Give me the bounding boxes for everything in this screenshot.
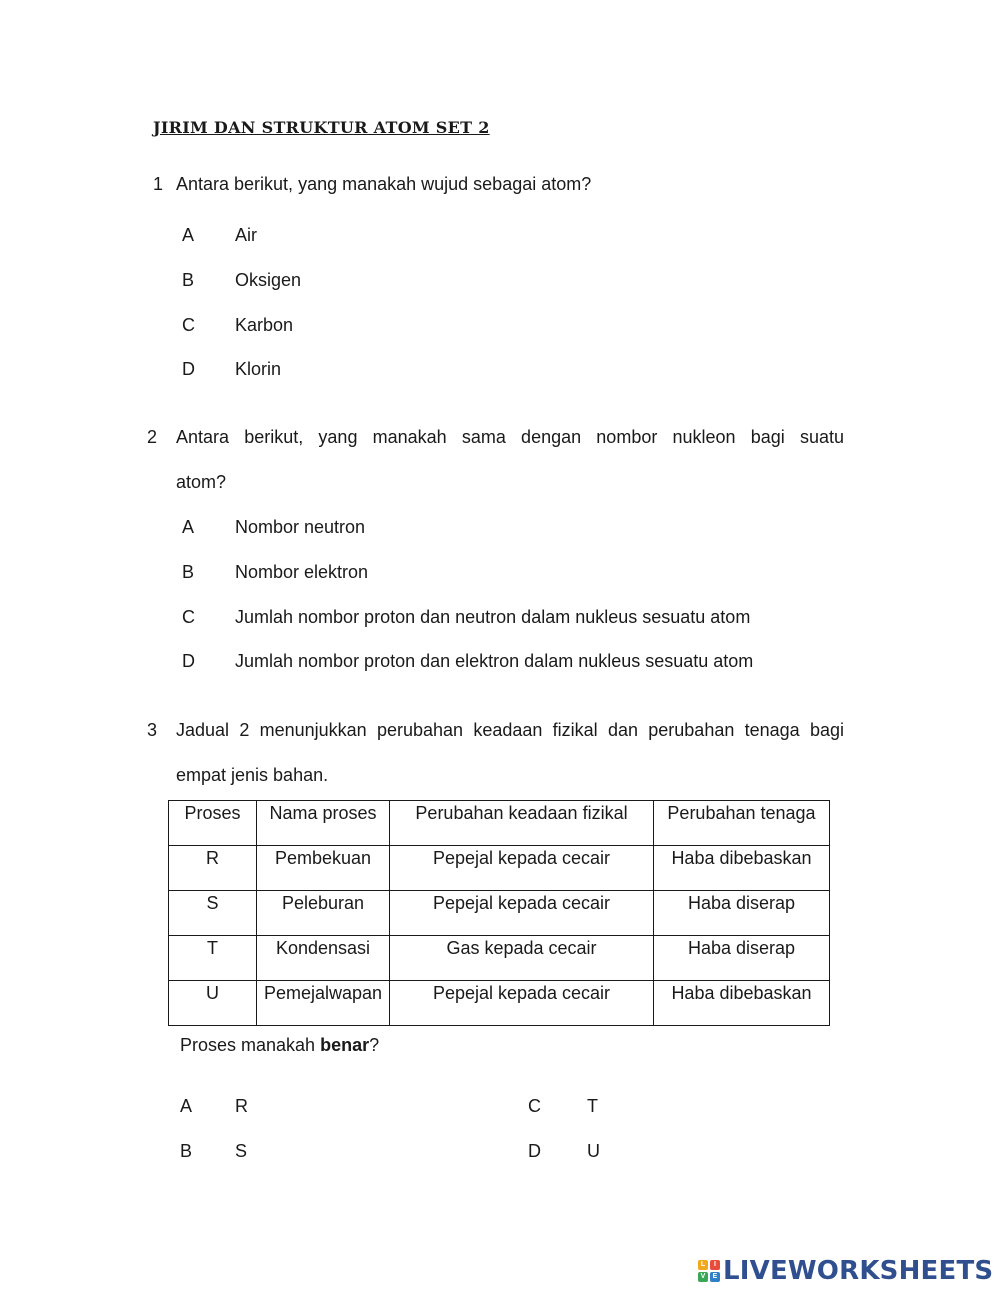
table-cell: Pepejal kepada cecair: [390, 981, 654, 1026]
table-cell: Haba diserap: [654, 936, 830, 981]
prompt-bold-word: benar: [320, 1035, 370, 1055]
prompt-suffix: ?: [369, 1035, 380, 1055]
q2-option-b-text[interactable]: Nombor elektron: [235, 562, 369, 582]
q3-option-c-text[interactable]: T: [587, 1096, 598, 1116]
logo-block: E: [710, 1272, 720, 1282]
q2-option-d-text[interactable]: Jumlah nombor proton dan elektron dalam nukleus sesuatu atom: [235, 651, 754, 671]
q2-option-c-text[interactable]: Jumlah nombor proton dan neutron dalam nukleus sesuatu atom: [235, 607, 751, 627]
question-3-text-line-1: Jadual 2 menunjukkan perubahan keadaan fizikal dan perubahan tenaga bagi: [176, 720, 844, 740]
table-cell: R: [169, 846, 257, 891]
table-cell: Pemejalwapan: [257, 981, 390, 1026]
table-header-row: [169, 801, 830, 846]
table-row: [169, 936, 830, 981]
question-2-number: 2: [147, 427, 158, 447]
q1-option-b-letter[interactable]: B: [182, 270, 195, 290]
worksheet-title: JIRIM DAN STRUKTUR ATOM SET 2: [153, 118, 490, 137]
table-cell: Kondensasi: [257, 936, 390, 981]
q2-option-b-letter[interactable]: B: [182, 562, 195, 582]
liveworksheets-logo: [698, 1256, 993, 1286]
table-cell: Haba diserap: [654, 891, 830, 936]
q3-option-a-text[interactable]: R: [235, 1096, 248, 1116]
question-3-prompt: [180, 1035, 379, 1056]
q2-option-a-text[interactable]: Nombor neutron: [235, 517, 366, 537]
logo-block: L: [698, 1260, 708, 1270]
q3-option-d-letter[interactable]: D: [528, 1141, 541, 1161]
logo-blocks-icon: [698, 1260, 720, 1282]
q3-option-c-letter[interactable]: C: [528, 1096, 541, 1116]
table-row: [169, 981, 830, 1026]
q1-option-a-text[interactable]: Air: [235, 225, 257, 245]
table-cell: U: [169, 981, 257, 1026]
table-row: [169, 846, 830, 891]
logo-block: I: [710, 1260, 720, 1270]
q1-option-b-text[interactable]: Oksigen: [235, 270, 302, 290]
logo-block: V: [698, 1272, 708, 1282]
q3-option-b-letter[interactable]: B: [180, 1141, 193, 1161]
logo-text: LIVEWORKSHEETS: [723, 1256, 994, 1286]
table-cell: Peleburan: [257, 891, 390, 936]
table-header-cell: Perubahan tenaga: [654, 801, 830, 846]
table-cell: Haba dibebaskan: [654, 846, 830, 891]
q2-option-a-letter[interactable]: A: [182, 517, 195, 537]
table-cell: Gas kepada cecair: [390, 936, 654, 981]
question-2-text-line-1: Antara berikut, yang manakah sama dengan nombor nukleon bagi suatu: [176, 427, 844, 447]
q3-option-a-letter[interactable]: A: [180, 1096, 193, 1116]
q3-option-d-text[interactable]: U: [587, 1141, 600, 1161]
table-cell: Pepejal kepada cecair: [390, 846, 654, 891]
table-cell: T: [169, 936, 257, 981]
question-3-text-line-2: empat jenis bahan.: [176, 765, 329, 785]
question-1-number: 1: [153, 174, 164, 194]
table-row: [169, 891, 830, 936]
question-1-text: Antara berikut, yang manakah wujud sebagai atom?: [176, 174, 592, 194]
q1-option-a-letter[interactable]: A: [182, 225, 195, 245]
question-3-number: 3: [147, 720, 158, 740]
table-cell: S: [169, 891, 257, 936]
q2-option-c-letter[interactable]: C: [182, 607, 195, 627]
table-header-cell: Proses: [169, 801, 257, 846]
table-cell: Pepejal kepada cecair: [390, 891, 654, 936]
q1-option-d-text[interactable]: Klorin: [235, 359, 282, 379]
q2-option-d-letter[interactable]: D: [182, 651, 195, 671]
table-header-cell: Perubahan keadaan fizikal: [390, 801, 654, 846]
process-table: [168, 800, 830, 1026]
q1-option-d-letter[interactable]: D: [182, 359, 195, 379]
table-cell: Haba dibebaskan: [654, 981, 830, 1026]
q1-option-c-text[interactable]: Karbon: [235, 315, 294, 335]
q3-option-b-text[interactable]: S: [235, 1141, 248, 1161]
table-header-cell: Nama proses: [257, 801, 390, 846]
table-cell: Pembekuan: [257, 846, 390, 891]
q1-option-c-letter[interactable]: C: [182, 315, 195, 335]
question-2-text-line-2: atom?: [176, 472, 227, 492]
prompt-prefix: Proses manakah: [180, 1035, 321, 1055]
